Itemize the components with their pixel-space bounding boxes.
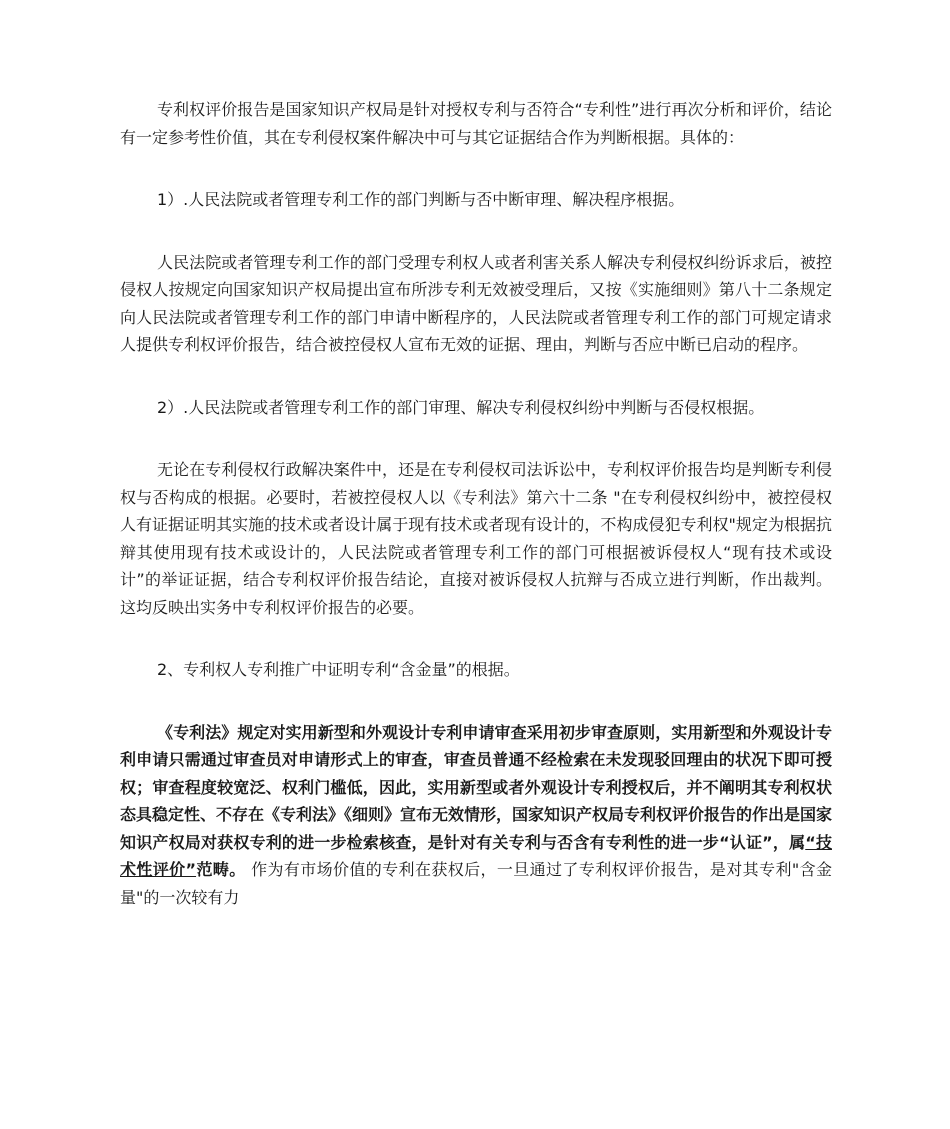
document-page: [120, 96, 832, 911]
underlined-bold-text: “技术性评价”: [120, 832, 832, 879]
normal-text: 作为有市场价值的专利在获权后，一旦通过了专利权评价报告，是对其专利"含金量"的一次较有力: [120, 860, 832, 907]
bold-text: 《专利法》规定对实用新型和外观设计专利申请审查采用初步审查原则，实用新型和外观设计专利申请只需通过审查员对申请形式上的审查，审查员普通不经检索在未发现驳回理由的状况下即可授权；审查程度较宽泛、权利门槛低，因此，实用新型或者外观设计专利授权后，并不阐明其专利权状态具稳定性、不存在《专利法》《细则》宣布无效情形，国家知识产权局专利权评价报告的作出是国家知识产权局对获权专利的进一步检索核查，是针对有关专利与否含有专利性的进一步“认证”，属: [120, 722, 833, 852]
paragraph-section-2-body: [120, 719, 832, 912]
paragraph-point-1-body: 人民法院或者管理专利工作的部门受理专利权人或者利害关系人解决专利侵权纠纷诉求后，被控侵权人按规定向国家知识产权局提出宣布所涉专利无效被受理后，又按《实施细则》第八十二条规定向人民法院或者管理专利工作的部门申请中断程序的，人民法院或者管理专利工作的部门可规定请求人提供专利权评价报告，结合被控侵权人宣布无效的证据、理由，判断与否应中断已启动的程序。: [120, 252, 832, 354]
paragraph-section-2-heading: 2、专利权人专利推广中证明专利“含金量”的根据。: [157, 660, 520, 679]
paragraph-point-2-heading: 2）.人民法院或者管理专利工作的部门审理、解决专利侵权纠纷中判断与否侵权根据。: [157, 397, 765, 417]
bold-text-end: 范畴。: [196, 860, 246, 879]
paragraph-point-2-body: 无论在专利侵权行政解决案件中，还是在专利侵权司法诉讼中，专利权评价报告均是判断专利侵权与否构成的根据。必要时，若被控侵权人以《专利法》第六十二条 "在专利侵权纠纷中，被控侵权人有证据证明其实施的技术或者设计属于现有技术或者现有设计的，不构成侵犯专利权"规定为根据抗辩其使用现有技术或设计的，人民法院或者管理专利工作的部门可根据被诉侵权人“现有技术或设计”的举证证据，结合专利权评价报告结论，直接对被诉侵权人抗辩与否成立进行判断，作出裁判。这均反映出实务中专利权评价报告的必要。: [120, 460, 832, 617]
paragraph-point-1-heading: 1）.人民法院或者管理专利工作的部门判断与否中断审理、解决程序根据。: [157, 190, 685, 209]
paragraph-intro: 专利权评价报告是国家知识产权局是针对授权专利与否符合“专利性”进行再次分析和评价，结论有一定参考性价值，其在专利侵权案件解决中可与其它证据结合作为判断根据。具体的：: [120, 100, 832, 147]
